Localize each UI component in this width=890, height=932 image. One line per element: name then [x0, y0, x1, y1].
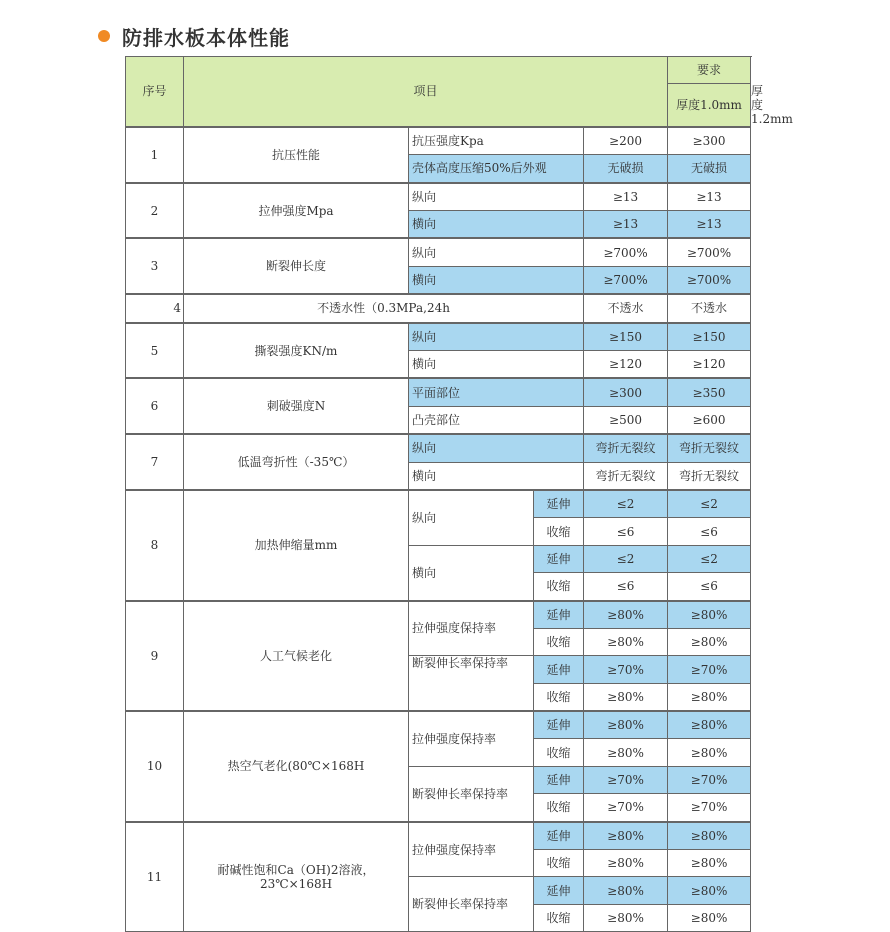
row-sub-item: 纵向 [409, 434, 584, 462]
row-sub-item: 凸壳部位 [409, 406, 584, 434]
row-number: 3 [126, 238, 184, 294]
value-cell: ≥500 [584, 406, 668, 434]
row-number: 2 [126, 183, 184, 239]
direction-cell: 收缩 [534, 794, 584, 822]
row-item: 不透水性（0.3MPa,24h [184, 294, 584, 322]
row-number: 10 [126, 711, 184, 822]
value-cell: ≥700% [668, 238, 751, 266]
row-sub-item: 横向 [409, 462, 584, 490]
value-cell: ≤2 [668, 545, 751, 572]
value-cell: ≥80% [668, 877, 751, 904]
value-cell: 弯折无裂纹 [668, 434, 751, 462]
value-cell: ≥600 [668, 406, 751, 434]
value-cell: 弯折无裂纹 [584, 462, 668, 490]
value-cell: ≥80% [668, 683, 751, 711]
row-sub-item: 抗压强度Kpa [409, 127, 584, 155]
header-row [126, 57, 751, 84]
value-cell: ≥300 [584, 378, 668, 406]
row-sub-item: 横向 [409, 211, 584, 239]
header-seq: 序号 [126, 57, 184, 127]
value-cell: ≥70% [668, 766, 751, 793]
value-cell: ≥80% [584, 850, 668, 877]
direction-cell: 收缩 [534, 573, 584, 601]
value-cell: ≥350 [668, 378, 751, 406]
value-cell: ≤6 [584, 518, 668, 545]
direction-cell: 延伸 [534, 656, 584, 683]
value-cell: ≥80% [584, 877, 668, 904]
row-number: 6 [126, 378, 184, 434]
direction-cell: 延伸 [534, 490, 584, 518]
performance-table [125, 56, 793, 932]
direction-cell: 收缩 [534, 628, 584, 655]
row-number: 5 [126, 323, 184, 379]
value-cell: ≤2 [584, 490, 668, 518]
table-row [126, 490, 751, 518]
value-cell: ≥70% [584, 766, 668, 793]
direction-cell: 收缩 [534, 739, 584, 766]
value-cell: ≥80% [668, 904, 751, 931]
row-sub-item: 纵向 [409, 490, 534, 545]
value-cell: ≥80% [584, 904, 668, 931]
header-thick-1: 厚度1.0mm [668, 84, 751, 127]
direction-cell: 延伸 [534, 545, 584, 572]
row-sub-item: 拉伸强度保持率 [409, 601, 534, 656]
value-cell: 无破损 [668, 155, 751, 183]
table-row [126, 822, 751, 850]
value-cell: 不透水 [584, 294, 668, 322]
direction-cell: 收缩 [534, 850, 584, 877]
direction-cell: 收缩 [534, 518, 584, 545]
row-sub-item: 纵向 [409, 183, 584, 211]
row-item: 抗压性能 [184, 127, 409, 183]
row-number: 9 [126, 601, 184, 712]
direction-cell: 延伸 [534, 822, 584, 850]
row-item: 断裂伸长度 [184, 238, 409, 294]
value-cell: ≥80% [584, 739, 668, 766]
value-cell: ≥80% [668, 711, 751, 739]
value-cell: ≥13 [584, 183, 668, 211]
value-cell: ≥150 [668, 323, 751, 351]
row-item: 加热伸缩量mm [184, 490, 409, 601]
row-item: 人工气候老化 [184, 601, 409, 712]
row-sub-item: 横向 [409, 266, 584, 294]
table-row [126, 323, 751, 351]
value-cell: ≥80% [668, 822, 751, 850]
table-row [126, 711, 751, 739]
row-item: 低温弯折性（-35℃） [184, 434, 409, 490]
table-row [126, 601, 751, 629]
row-number: 4 [126, 294, 184, 322]
row-number: 1 [126, 127, 184, 183]
table-row [126, 127, 751, 155]
value-cell: ≥120 [668, 351, 751, 379]
value-cell: 无破损 [584, 155, 668, 183]
value-cell: ≥120 [584, 351, 668, 379]
value-cell: ≥700% [584, 266, 668, 294]
row-number: 11 [126, 822, 184, 932]
header-row: 厚度1.0mm 厚度1.2mm [126, 84, 751, 127]
direction-cell: 延伸 [534, 766, 584, 793]
value-cell: ≥13 [584, 211, 668, 239]
row-item: 耐碱性饱和Ca（OH)2溶液，23℃×168H [184, 822, 409, 932]
value-cell: ≤2 [668, 490, 751, 518]
value-cell: ≥150 [584, 323, 668, 351]
row-item: 刺破强度N [184, 378, 409, 434]
direction-cell: 收缩 [534, 904, 584, 931]
value-cell: 弯折无裂纹 [668, 462, 751, 490]
table-row [126, 434, 751, 462]
row-sub-item: 平面部位 [409, 378, 584, 406]
row-number: 8 [126, 490, 184, 601]
row-sub-item: 拉伸强度保持率 [409, 711, 534, 766]
value-cell: ≤6 [668, 518, 751, 545]
value-cell: ≤2 [584, 545, 668, 572]
header-req: 要求 [668, 57, 751, 84]
row-item: 热空气老化(80℃×168H [184, 711, 409, 822]
row-sub-item: 纵向 [409, 323, 584, 351]
value-cell: ≥80% [584, 683, 668, 711]
direction-cell: 延伸 [534, 601, 584, 629]
table-row [126, 183, 751, 211]
value-cell: 弯折无裂纹 [584, 434, 668, 462]
row-sub-item: 断裂伸长率保持率 [409, 877, 534, 932]
direction-cell: 延伸 [534, 877, 584, 904]
row-sub-item: 横向 [409, 545, 534, 600]
value-cell: 不透水 [668, 294, 751, 322]
value-cell: ≥80% [668, 739, 751, 766]
row-sub-item: 横向 [409, 351, 584, 379]
direction-cell: 延伸 [534, 711, 584, 739]
value-cell: ≤6 [668, 573, 751, 601]
value-cell: ≥80% [584, 601, 668, 629]
header-item: 项目 [184, 57, 668, 127]
value-cell: ≤6 [584, 573, 668, 601]
value-cell: ≥13 [668, 183, 751, 211]
direction-cell: 收缩 [534, 683, 584, 711]
value-cell: ≥300 [668, 127, 751, 155]
value-cell: ≥70% [584, 794, 668, 822]
value-cell: ≥80% [668, 628, 751, 655]
value-cell: ≥700% [668, 266, 751, 294]
value-cell: ≥700% [584, 238, 668, 266]
value-cell: ≥13 [668, 211, 751, 239]
row-item: 拉伸强度Mpa [184, 183, 409, 239]
value-cell: ≥200 [584, 127, 668, 155]
value-cell: ≥80% [584, 822, 668, 850]
bullet-dot-icon [98, 30, 110, 42]
row-item: 撕裂强度KN/m [184, 323, 409, 379]
value-cell: ≥80% [668, 850, 751, 877]
section-heading [98, 22, 290, 50]
page-title: 防排水板本体性能 [122, 25, 290, 50]
row-sub-item: 断裂伸长率保持率 [409, 656, 534, 711]
row-sub-item: 拉伸强度保持率 [409, 822, 534, 877]
value-cell: ≥70% [668, 794, 751, 822]
value-cell: ≥70% [668, 656, 751, 683]
row-number: 7 [126, 434, 184, 490]
value-cell: ≥80% [584, 628, 668, 655]
table-row [126, 238, 751, 266]
value-cell: ≥70% [584, 656, 668, 683]
table-row [126, 294, 751, 322]
row-sub-item: 纵向 [409, 238, 584, 266]
row-sub-item: 壳体高度压缩50%后外观 [409, 155, 584, 183]
value-cell: ≥80% [584, 711, 668, 739]
table-row [126, 378, 751, 406]
value-cell: ≥80% [668, 601, 751, 629]
row-sub-item: 断裂伸长率保持率 [409, 766, 534, 821]
